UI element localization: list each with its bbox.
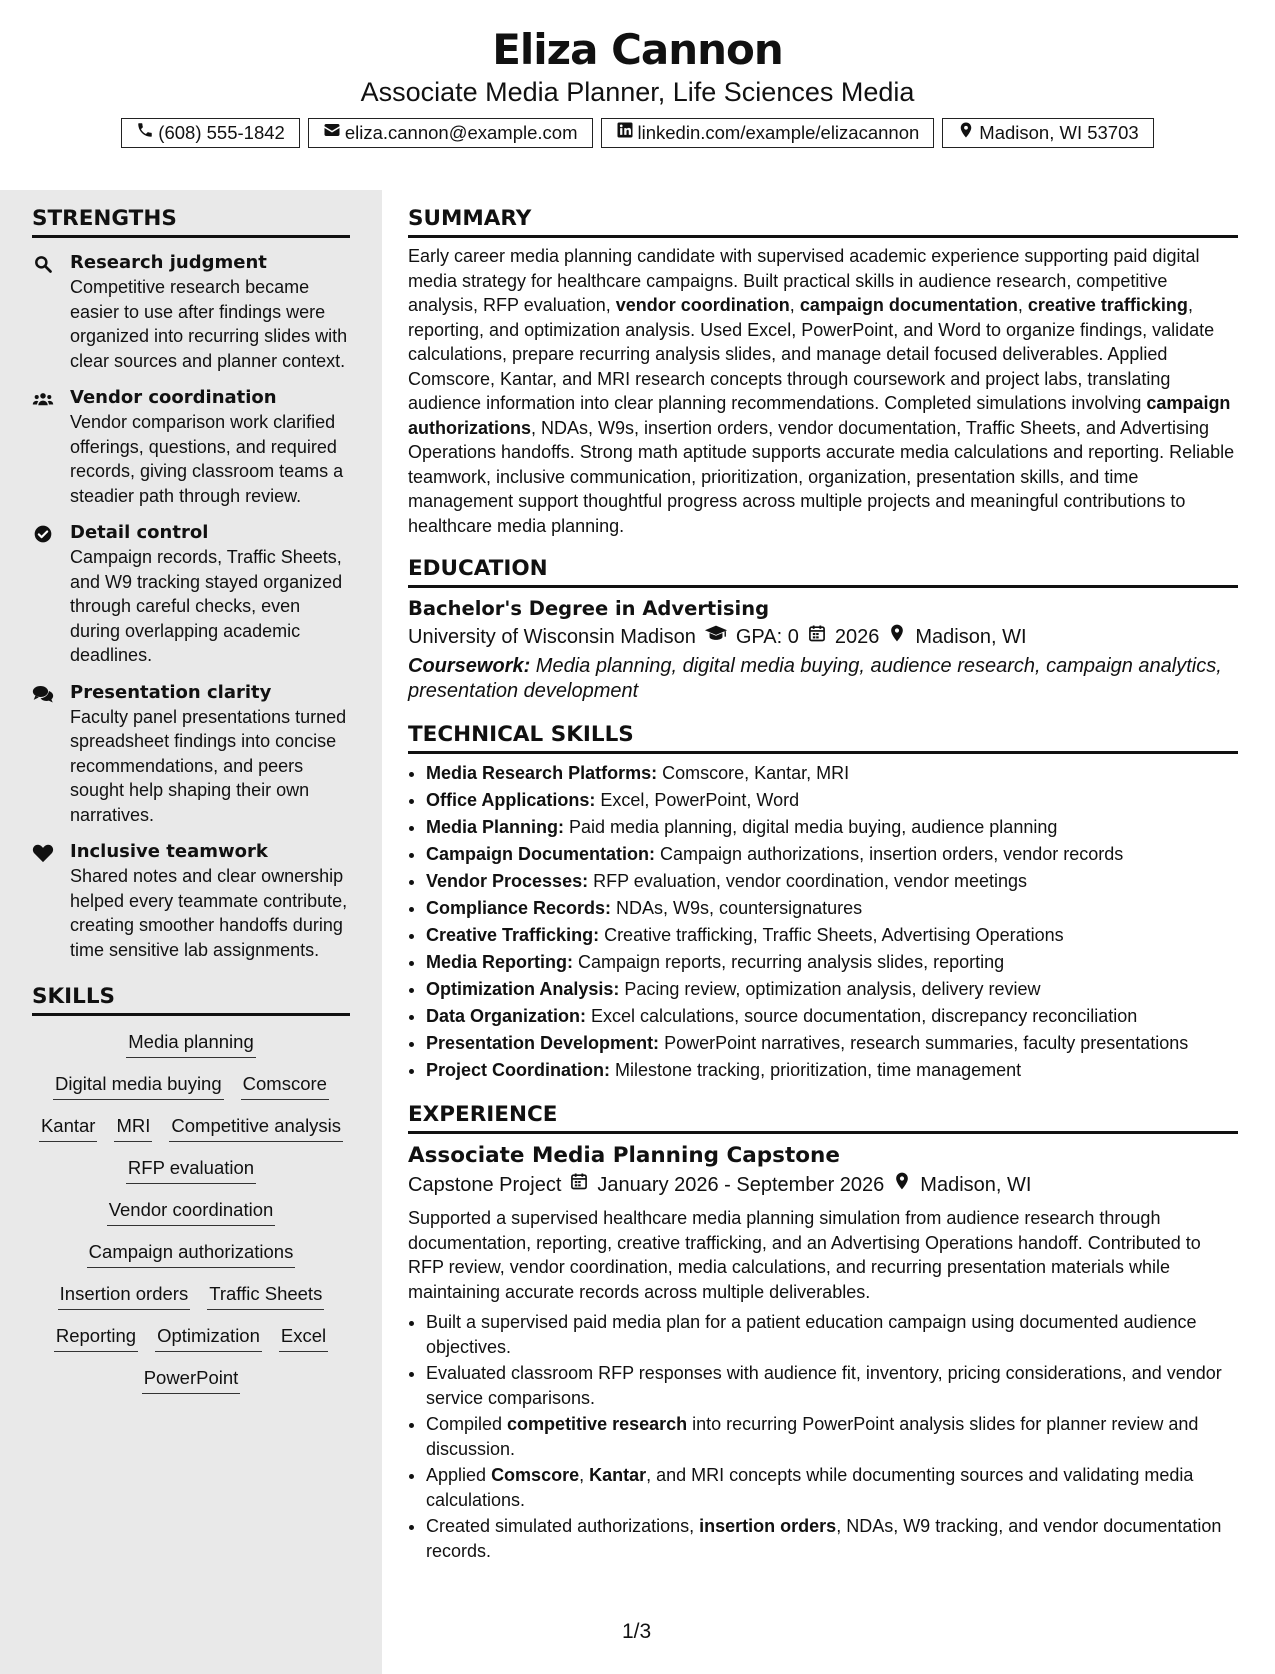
graduation-cap-icon <box>704 622 728 652</box>
summary-text <box>408 244 1238 538</box>
skill-tag: Excel <box>279 1324 328 1352</box>
email-chip[interactable] <box>308 118 593 148</box>
users-icon <box>32 386 70 508</box>
text-segment: Evaluated classroom RFP responses with audience fit, inventory, pricing considerations, and vendor service comparisons. <box>426 1363 1222 1408</box>
technical-skill-item <box>426 868 1238 895</box>
strength-desc: Faculty panel presentations turned spreadsheet findings into concise recommendations, and peers sought help shaping their own narratives. <box>70 706 347 825</box>
graduation-year: 2026 <box>834 626 880 648</box>
strength-title: Research judgment <box>70 252 267 273</box>
text-segment: , NDAs, W9s, insertion orders, vendor documentation, Traffic Sheets, and Advertising Operations handoffs. Strong math aptitude supports accurate media calculations and reporting. Reliable teamwork, inclusive communication, prioritization, organization, presentation skills, and time management support thoughtful progress across multiple projects and meaningful contributions to healthcare media planning. <box>408 417 1235 536</box>
skill-category: Media Reporting: <box>426 952 573 972</box>
technical-skill-item <box>426 1003 1238 1030</box>
bold-text: campaign documentation <box>799 295 1018 315</box>
skill-category: Presentation Development: <box>426 1033 660 1053</box>
linkedin-text: linkedin.com/example/elizacannon <box>637 122 920 143</box>
skill-category: Project Coordination: <box>426 1060 610 1080</box>
phone-icon <box>136 121 154 145</box>
text-segment: into recurring PowerPoint analysis slides for planner review and discussion. <box>426 1414 1199 1459</box>
phone-text: (608) 555-1842 <box>158 122 285 143</box>
technical-skill-item <box>426 841 1238 868</box>
skill-tag: Kantar <box>39 1114 98 1142</box>
job-title: Associate Media Planning Capstone <box>408 1143 840 1168</box>
technical-skill-item <box>426 814 1238 841</box>
education-heading: EDUCATION <box>408 556 1238 588</box>
experience-bullet <box>426 1310 1238 1359</box>
skill-row <box>32 1114 350 1142</box>
strength-desc: Shared notes and clear ownership helped every teammate contribute, creating smoother handoffs during time sensitive lab assignments. <box>70 866 348 960</box>
skill-category: Data Organization: <box>426 1006 587 1026</box>
experience-bullet <box>426 1412 1238 1461</box>
skill-category: Office Applications: <box>426 790 596 810</box>
map-pin-icon <box>887 622 907 652</box>
skill-category: Media Research Platforms: <box>426 763 658 783</box>
bold-text: campaign authorizations <box>408 393 1231 438</box>
text-segment: Built a supervised paid media plan for a patient education campaign using documented audience objectives. <box>426 1312 1197 1357</box>
skill-values: RFP evaluation, vendor coordination, vendor meetings <box>588 871 1028 891</box>
summary-section <box>408 206 1238 538</box>
skill-category: Campaign Documentation: <box>426 844 656 864</box>
email-text: eliza.cannon@example.com <box>344 122 578 143</box>
technical-skill-item <box>426 1057 1238 1084</box>
text-segment: , <box>1017 295 1028 315</box>
bold-text: insertion orders <box>699 1516 837 1536</box>
technical-skill-item <box>426 1030 1238 1057</box>
strength-item <box>32 386 350 508</box>
calendar-icon <box>569 1170 589 1200</box>
skill-row <box>32 1282 350 1310</box>
bold-text: Comscore <box>491 1465 580 1485</box>
technical-skills-section <box>408 722 1238 1084</box>
sidebar <box>0 190 382 1674</box>
skill-tag: Vendor coordination <box>107 1198 276 1226</box>
skill-values: Excel calculations, source documentation, discrepancy reconciliation <box>586 1006 1138 1026</box>
summary-heading: SUMMARY <box>408 206 1238 238</box>
skill-values: Excel, PowerPoint, Word <box>595 790 800 810</box>
experience-section <box>408 1102 1238 1563</box>
text-segment: , <box>579 1465 590 1485</box>
search-icon <box>32 251 70 373</box>
coursework-text: Media planning, digital media buying, audience research, campaign analytics, presentation development <box>408 655 1222 702</box>
org-name: Capstone Project <box>408 1174 562 1196</box>
skill-row <box>32 1240 350 1268</box>
job-location: Madison, WI <box>920 1174 1032 1196</box>
skill-values: Creative trafficking, Traffic Sheets, Advertising Operations <box>599 925 1064 945</box>
calendar-icon <box>807 622 827 652</box>
bold-text: competitive research <box>507 1414 688 1434</box>
skill-values: Comscore, Kantar, MRI <box>657 763 850 783</box>
skill-row <box>32 1156 350 1184</box>
experience-bullet <box>426 1463 1238 1512</box>
strength-desc: Campaign records, Traffic Sheets, and W9 tracking stayed organized through careful checks, even during overlapping academic deadlines. <box>70 547 343 665</box>
heart-icon <box>32 840 70 962</box>
skill-row <box>32 1072 350 1100</box>
text-segment: Early career media planning candidate with supervised academic experience supporting paid digital media strategy for healthcare campaigns. Built practical skills in audience research, competitive analysis, RFP evaluation, <box>408 246 1200 315</box>
strength-title: Vendor coordination <box>70 387 277 408</box>
skill-tag: Competitive analysis <box>169 1114 343 1142</box>
job-description: Supported a supervised healthcare media planning simulation from audience research through documentation, reporting, creative trafficking, and an Advertising Operations handoff. Contributed to RFP review, vendor coordination, media calculations, and recurring presentation materials while maintaining accurate records across multiple deliverables. <box>408 1208 1201 1302</box>
job-dates: January 2026 - September 2026 <box>597 1174 885 1196</box>
strength-title: Detail control <box>70 522 209 543</box>
experience-bullet <box>426 1361 1238 1410</box>
main-column <box>408 190 1238 1565</box>
strength-item <box>32 251 350 373</box>
strength-item <box>32 521 350 668</box>
school-location: Madison, WI <box>915 626 1027 648</box>
skill-row <box>32 1366 350 1394</box>
bold-text: vendor coordination <box>615 295 790 315</box>
location-text: Madison, WI 53703 <box>979 122 1139 143</box>
skill-row <box>32 1198 350 1226</box>
technical-skills-heading: TECHNICAL SKILLS <box>408 722 1238 754</box>
strengths-heading: STRENGTHS <box>32 206 350 238</box>
skill-row <box>32 1324 350 1352</box>
contact-bar <box>0 118 1275 148</box>
strength-desc: Competitive research became easier to use after findings were organized into recurring slides with clear sources and planner context. <box>70 277 348 371</box>
strength-item <box>32 840 350 962</box>
skill-category: Media Planning: <box>426 817 565 837</box>
gpa-text: GPA: 0 <box>735 626 799 648</box>
map-pin-icon <box>957 121 975 145</box>
text-segment: , NDAs, W9 tracking, and vendor documentation records. <box>426 1516 1222 1561</box>
skill-category: Compliance Records: <box>426 898 612 918</box>
experience-heading: EXPERIENCE <box>408 1102 1238 1134</box>
text-segment: Created simulated authorizations, <box>426 1516 700 1536</box>
experience-bullet <box>426 1514 1238 1563</box>
skill-tag: Media planning <box>126 1030 255 1058</box>
bold-text: Kantar <box>589 1465 647 1485</box>
coursework <box>408 654 1238 704</box>
text-segment: Compiled <box>426 1414 508 1434</box>
text-segment: , <box>789 295 800 315</box>
job-meta <box>408 1170 1238 1200</box>
linkedin-chip[interactable] <box>601 118 935 148</box>
comments-icon <box>32 681 70 828</box>
skill-category: Optimization Analysis: <box>426 979 620 999</box>
skill-category: Vendor Processes: <box>426 871 589 891</box>
skill-values: Milestone tracking, prioritization, time management <box>610 1060 1022 1080</box>
candidate-role: Associate Media Planner, Life Sciences Media <box>360 77 915 107</box>
envelope-icon <box>323 121 341 145</box>
skill-values: Campaign authorizations, insertion orders, vendor records <box>655 844 1124 864</box>
check-circle-icon <box>32 521 70 668</box>
skill-tag: Insertion orders <box>58 1282 191 1310</box>
skill-tag: PowerPoint <box>142 1366 241 1394</box>
strength-title: Presentation clarity <box>70 681 272 703</box>
skill-category: Creative Trafficking: <box>426 925 600 945</box>
phone-chip[interactable] <box>121 118 300 148</box>
education-meta <box>408 622 1238 652</box>
skill-tag: Campaign authorizations <box>87 1240 296 1268</box>
text-segment: Applied <box>426 1465 492 1485</box>
skill-values: Pacing review, optimization analysis, delivery review <box>619 979 1041 999</box>
strength-desc: Vendor comparison work clarified offerings, questions, and required records, giving classroom teams a steadier path through review. <box>70 412 344 506</box>
technical-skill-item <box>426 976 1238 1003</box>
skill-values: PowerPoint narratives, research summaries, faculty presentations <box>659 1033 1189 1053</box>
skill-values: NDAs, W9s, countersignatures <box>611 898 863 918</box>
technical-skill-item <box>426 922 1238 949</box>
location-chip[interactable] <box>942 118 1153 148</box>
skill-tag: Optimization <box>155 1324 262 1352</box>
map-pin-icon <box>892 1170 912 1200</box>
school-name: University of Wisconsin Madison <box>408 626 696 648</box>
text-segment: , reporting, and optimization analysis. Used Excel, PowerPoint, and Word to organize findings, validate calculations, prepare recurring analysis slides, and manage detail focused deliverables. Applied Comscore, Kantar, and MRI research concepts through coursework and project labs, translating audience information into clear planning recommendations. Completed simulations involving <box>408 295 1215 413</box>
skill-tag: Digital media buying <box>53 1072 224 1100</box>
resume-header <box>0 24 1275 148</box>
skills-heading: SKILLS <box>32 984 350 1016</box>
technical-skill-item <box>426 787 1238 814</box>
technical-skill-item <box>426 895 1238 922</box>
coursework-label: Coursework: <box>408 655 531 677</box>
skill-tag: Traffic Sheets <box>207 1282 324 1310</box>
candidate-name: Eliza Cannon <box>492 25 783 74</box>
linkedin-icon <box>616 121 634 145</box>
page-number: 1/3 <box>622 1620 652 1643</box>
education-section <box>408 556 1238 704</box>
skill-tags <box>32 1030 350 1394</box>
skill-values: Paid media planning, digital media buying, audience planning <box>564 817 1058 837</box>
strength-item <box>32 681 350 828</box>
text-segment: , and MRI concepts while documenting sources and validating media calculations. <box>426 1465 1194 1510</box>
experience-bullets <box>408 1310 1238 1563</box>
skill-tag: Reporting <box>54 1324 138 1352</box>
skill-tag: RFP evaluation <box>126 1156 256 1184</box>
technical-skills-list <box>408 760 1238 1084</box>
technical-skill-item <box>426 949 1238 976</box>
skill-values: Campaign reports, recurring analysis slides, reporting <box>573 952 1005 972</box>
skill-tag: Comscore <box>241 1072 329 1100</box>
strength-title: Inclusive teamwork <box>70 841 268 862</box>
skill-tag: MRI <box>114 1114 152 1142</box>
degree-title: Bachelor's Degree in Advertising <box>408 597 770 620</box>
bold-text: creative trafficking <box>1027 295 1188 315</box>
technical-skill-item <box>426 760 1238 787</box>
skill-row <box>32 1030 350 1058</box>
